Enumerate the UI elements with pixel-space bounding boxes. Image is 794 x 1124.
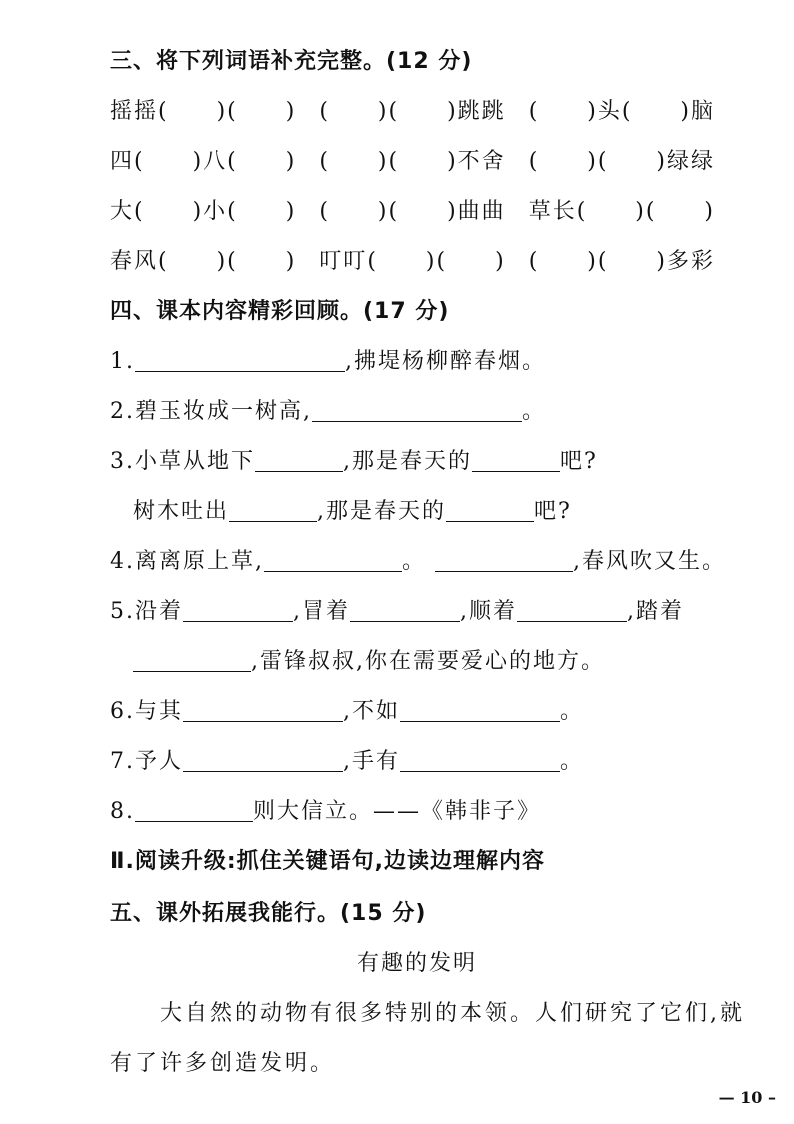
part2-heading: Ⅱ.阅读升级:抓住关键语句,边读边理解内容 — [110, 849, 546, 874]
idiom-item: ( )( )不舍 — [319, 149, 506, 174]
recall-item-8 — [110, 794, 541, 825]
idiom-item: ( )( )曲曲 — [319, 199, 506, 224]
section4-heading: 四、课本内容精彩回顾。(17 分) — [110, 299, 450, 324]
item-text: 。 — [522, 399, 547, 424]
idiom-item: 摇摇( )( ) — [110, 99, 297, 124]
idiom-row-3 — [110, 194, 729, 225]
section3-heading: 三、将下列词语补充完整。(12 分) — [110, 49, 473, 74]
fill-blank[interactable] — [183, 699, 343, 722]
item-text: ,不如 — [343, 699, 401, 724]
item-text: ,冒着 — [293, 599, 351, 624]
item-text: 与其 — [135, 699, 184, 724]
idiom-row-2 — [110, 144, 729, 175]
idiom-item: 叮叮( )( ) — [319, 249, 506, 274]
item-text: ,春风吹又生。 — [573, 549, 727, 574]
item-text: ,顺着 — [460, 599, 518, 624]
item-text: 吧? — [560, 449, 598, 474]
item-text: 沿着 — [135, 599, 184, 624]
fill-blank[interactable] — [400, 749, 560, 772]
fill-blank[interactable] — [517, 599, 627, 622]
fill-blank[interactable] — [133, 649, 251, 672]
fill-blank[interactable] — [255, 449, 343, 472]
article-paragraph-line-2: 有了许多创造发明。 — [110, 1051, 336, 1076]
recall-item-2 — [110, 394, 546, 425]
fill-blank[interactable] — [264, 549, 402, 572]
item-text: 。 — [560, 749, 585, 774]
fill-blank[interactable] — [312, 399, 522, 422]
idiom-item: ( )( )跳跳 — [319, 99, 506, 124]
item-text: 。 — [560, 699, 585, 724]
recall-item-4 — [110, 544, 726, 575]
item-text: 予人 — [135, 749, 184, 774]
item-text: ,那是春天的 — [317, 499, 447, 524]
idiom-item: ( )( )多彩 — [528, 249, 716, 274]
idiom-item: 春风( )( ) — [110, 249, 297, 274]
page-number: — 10 – — [718, 1088, 776, 1107]
item-text: ,手有 — [343, 749, 401, 774]
fill-blank[interactable] — [400, 699, 560, 722]
recall-item-7 — [110, 744, 584, 775]
fill-blank[interactable] — [350, 599, 460, 622]
item-number: 8. — [110, 799, 135, 824]
article-paragraph-line-1: 大自然的动物有很多特别的本领。人们研究了它们,就 — [160, 1001, 745, 1026]
item-text: 。 — [402, 549, 427, 574]
item-text: ,那是春天的 — [343, 449, 473, 474]
idiom-item: 四( )八( ) — [110, 149, 297, 174]
recall-item-5-cont — [133, 644, 605, 675]
fill-blank[interactable] — [472, 449, 560, 472]
item-number: 3. — [110, 449, 135, 474]
idiom-item: 大( )小( ) — [110, 199, 297, 224]
item-number: 2. — [110, 399, 135, 424]
item-text: 吧? — [534, 499, 572, 524]
fill-blank[interactable] — [135, 799, 253, 822]
item-text: 碧玉妆成一树高, — [135, 399, 312, 424]
item-text: ,拂堤杨柳醉春烟。 — [345, 349, 546, 374]
fill-blank[interactable] — [229, 499, 317, 522]
fill-blank[interactable] — [135, 349, 345, 372]
idiom-item: ( )头( )脑 — [528, 99, 716, 124]
idiom-row-4 — [110, 244, 729, 275]
item-number: 6. — [110, 699, 135, 724]
recall-item-1 — [110, 344, 546, 375]
item-number: 7. — [110, 749, 135, 774]
section5-heading: 五、课外拓展我能行。(15 分) — [110, 901, 427, 926]
item-text: ,踏着 — [627, 599, 685, 624]
item-number: 4. — [110, 549, 135, 574]
fill-blank[interactable] — [446, 499, 534, 522]
item-number: 1. — [110, 349, 135, 374]
recall-item-3 — [110, 444, 598, 475]
idiom-row-1 — [110, 94, 729, 125]
recall-item-5 — [110, 594, 684, 625]
idiom-item: 草长( )( ) — [528, 199, 716, 224]
article-title: 有趣的发明 — [356, 951, 477, 976]
item-text: 离离原上草, — [135, 549, 264, 574]
fill-blank[interactable] — [183, 749, 343, 772]
idiom-item: ( )( )绿绿 — [528, 149, 716, 174]
recall-item-3-cont — [133, 494, 572, 525]
item-text: ,雷锋叔叔,你在需要爱心的地方。 — [251, 649, 605, 674]
item-text: 小草从地下 — [135, 449, 256, 474]
fill-blank[interactable] — [435, 549, 573, 572]
recall-item-6 — [110, 694, 584, 725]
item-text: 树木吐出 — [133, 499, 230, 524]
item-number: 5. — [110, 599, 135, 624]
item-text: 则大信立。——《韩非子》 — [253, 799, 542, 824]
fill-blank[interactable] — [183, 599, 293, 622]
